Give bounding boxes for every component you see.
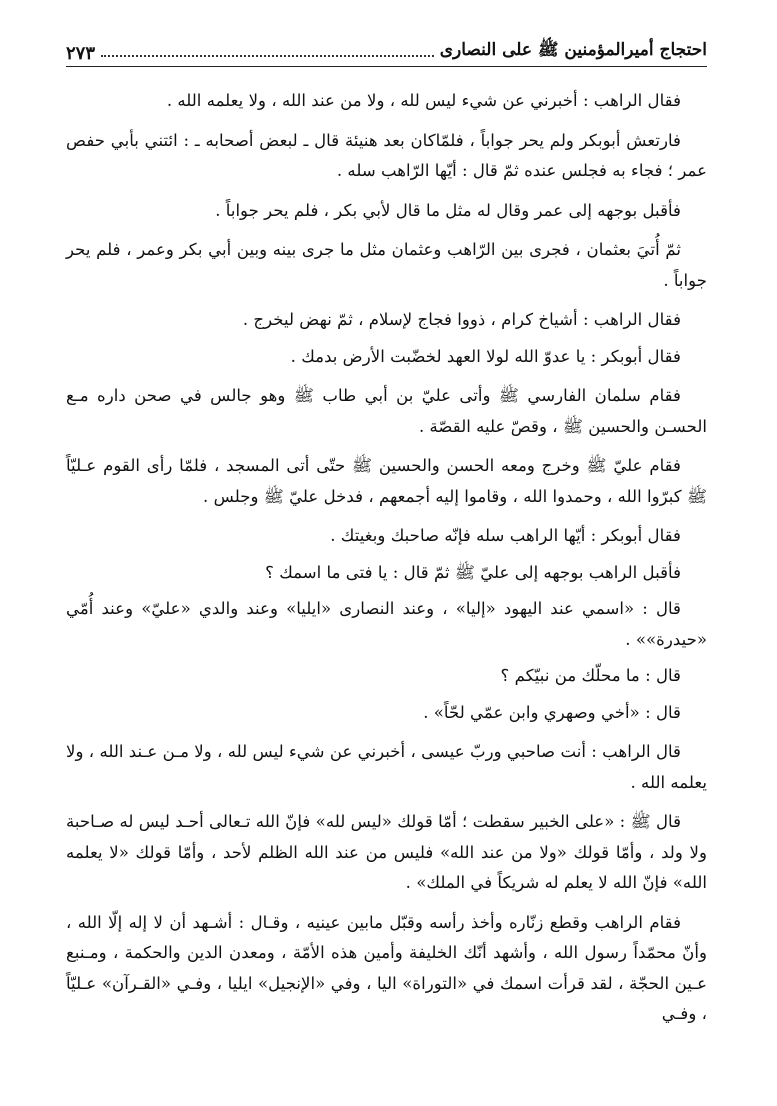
paragraph: فأقبل بوجهه إلى عمر وقال له مثل ما قال لأبي بكر ، فلم يحر جواباً . bbox=[215, 200, 681, 220]
paragraph: فقال أبوبكر : يا عدوّ الله لولا العهد لخضّبت الأرض بدمك . bbox=[290, 346, 681, 366]
paragraph: قال : «أخي وصهري وابن عمّي لحّاً» . bbox=[423, 702, 681, 722]
paragraph: قال الراهب : أنت صاحبي وربّ عيسى ، أخبرني عن شيء ليس لله ، ولا مـن عـند الله ، ولا يعلمه الله . bbox=[66, 742, 707, 792]
leader-dots bbox=[101, 54, 434, 57]
body-text bbox=[66, 86, 707, 1039]
paragraph: ثمّ أُتيَ بعثمان ، فجرى بين الرّاهب وعثمان مثل ما جرى بينه وبين أبي بكر وعمر ، فلم يحر جواباً . bbox=[66, 240, 707, 290]
page-number: ٢٧٣ bbox=[66, 43, 96, 64]
paragraph: فقال الراهب : أخبرني عن شيء ليس لله ، ولا من عند الله ، ولا يعلمه الله . bbox=[166, 91, 681, 110]
paragraph: قال ﷺ : «على الخبير سقطت ؛ أمّا قولك «ليس لله» فإنّ الله تـعالى أحـد ليس له صـاحبة ولا ولد ، وأمّا قولك «ولا من عند الله» فليس من عند الله الظلم لأحد ، وأمّا قولك «لا يعلمه الله» فإنّ الله لا يعلم له شريكاً في الملك» . bbox=[66, 812, 707, 892]
paragraph: فقال أبوبكر : أيّها الراهب سله فإنّه صاحبك وبغيتك . bbox=[330, 526, 681, 545]
paragraph: فقام سلمان الفارسي ﷺ وأتى عليّ بن أبي طاب ﷺ وهو جالس في صحن داره مـع الحسـن والحسين ﷺ ، وقصّ عليه القصّة . bbox=[66, 386, 707, 436]
paragraph: فارتعش أبوبكر ولم يحر جواباً ، فلمّاكان بعد هنيئة قال ـ لبعض أصحابه ـ : ائتني بأبي حفص عمر ؛ فجاء به فجلس عنده ثمّ قال : أيّها الرّاهب سله . bbox=[66, 130, 707, 180]
paragraph: فقال الراهب : أشياخ كرام ، ذووا فجاج لإسلام ، ثمّ نهض ليخرج . bbox=[242, 310, 681, 329]
running-header bbox=[66, 30, 707, 64]
paragraph: فقام الراهب وقطع زنّاره وأخذ رأسه وقبّل مابين عينيه ، وقـال : أشـهد أن لا إله إلّا الله ، وأنّ محمّداً رسول الله ، وأشهد أنّك الخليفة وأمين هذه الأمّة ، ومعدن الدين والحكمة ، ومـنبع عـين الحجّة ، لقد قرأت اسمك في «التوراة» اليا ، وفي «الإنجيل» ايليا ، وفـي «القـرآن» عـليّاً ، وفـي bbox=[66, 912, 707, 1023]
chapter-title: احتجاج أميرالمؤمنين ﷺ على النصارى bbox=[439, 40, 707, 60]
header-divider bbox=[66, 66, 707, 67]
paragraph: فقام عليّ ﷺ وخرج ومعه الحسن والحسين ﷺ حتّى أتى المسجد ، فلمّا رأى القوم عـليّاً ﷺ كبرّوا الله ، وحمدوا الله ، وقاموا إليه أجمعهم ، فدخل عليّ ﷺ وجلس . bbox=[66, 456, 707, 506]
paragraph: قال : ما محلّك من نبيّكم ؟ bbox=[500, 666, 681, 685]
paragraph: قال : «اسمي عند اليهود «إليا» ، وعند النصارى «ايليا» وعند والدي «عليّ» وعند أُمّي «حيدرة»» . bbox=[66, 599, 707, 649]
paragraph: فأقبل الراهب بوجهه إلى عليّ ﷺ ثمّ قال : يا فتى ما اسمك ؟ bbox=[265, 562, 681, 582]
